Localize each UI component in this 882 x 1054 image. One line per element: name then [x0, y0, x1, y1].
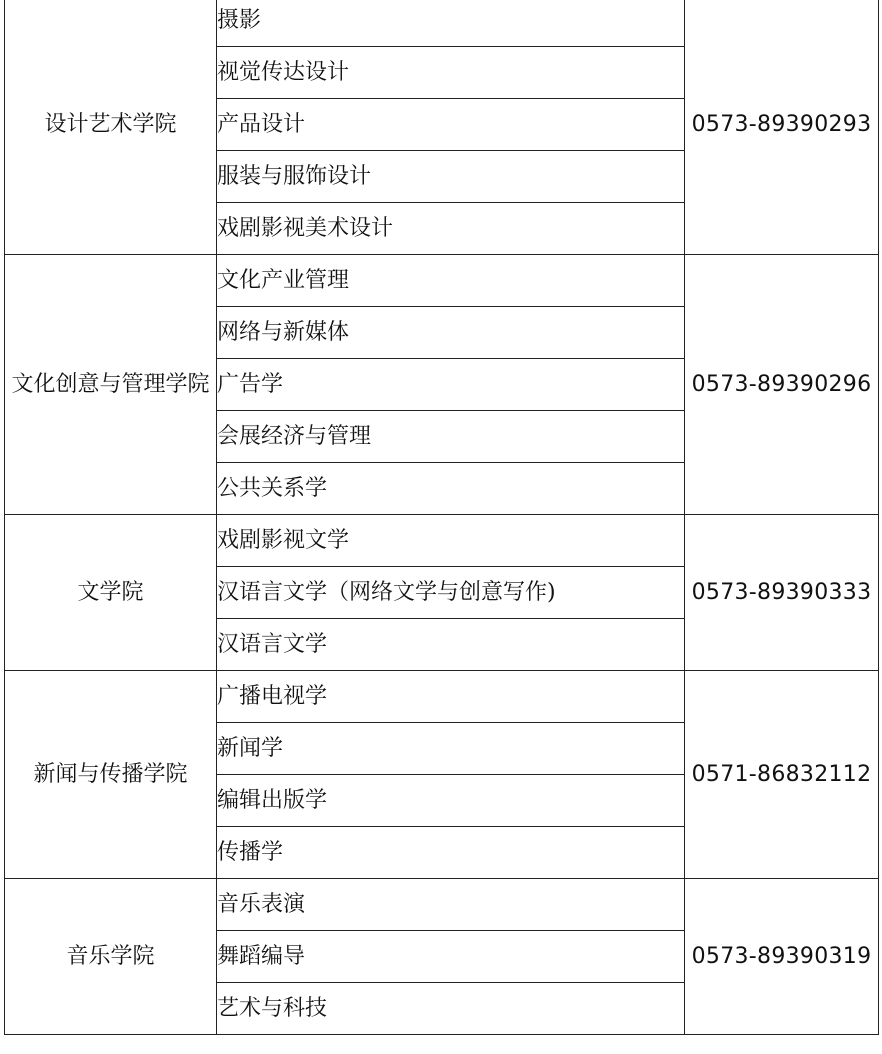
- college-majors-table: [4, 0, 879, 1035]
- major-name: 产品设计: [217, 99, 685, 151]
- major-name: 文化产业管理: [217, 255, 685, 307]
- major-name: 服装与服饰设计: [217, 151, 685, 203]
- college-name: 音乐学院: [5, 879, 217, 1035]
- college-name: 新闻与传播学院: [5, 671, 217, 879]
- major-name: 汉语言文学（网络文学与创意写作): [217, 567, 685, 619]
- contact-phone: 0573-89390333: [685, 515, 879, 671]
- major-name: 戏剧影视美术设计: [217, 203, 685, 255]
- college-name: 文化创意与管理学院: [5, 255, 217, 515]
- table-row: [5, 879, 879, 931]
- major-name: 广告学: [217, 359, 685, 411]
- table-row: [5, 671, 879, 723]
- major-name: 新闻学: [217, 723, 685, 775]
- college-name: 设计艺术学院: [5, 0, 217, 255]
- major-name: 公共关系学: [217, 463, 685, 515]
- contact-phone: 0571-86832112: [685, 671, 879, 879]
- major-name: 摄影: [217, 0, 685, 47]
- major-name: 汉语言文学: [217, 619, 685, 671]
- major-name: 戏剧影视文学: [217, 515, 685, 567]
- table-row: [5, 0, 879, 47]
- major-name: 网络与新媒体: [217, 307, 685, 359]
- contact-phone: 0573-89390296: [685, 255, 879, 515]
- major-name: 编辑出版学: [217, 775, 685, 827]
- major-name: 舞蹈编导: [217, 931, 685, 983]
- major-name: 视觉传达设计: [217, 47, 685, 99]
- major-name: 传播学: [217, 827, 685, 879]
- major-name: 广播电视学: [217, 671, 685, 723]
- contact-phone: 0573-89390319: [685, 879, 879, 1035]
- major-name: 音乐表演: [217, 879, 685, 931]
- major-name: 艺术与科技: [217, 983, 685, 1035]
- contact-phone: 0573-89390293: [685, 0, 879, 255]
- college-name: 文学院: [5, 515, 217, 671]
- table-row: [5, 515, 879, 567]
- table-row: [5, 255, 879, 307]
- major-name: 会展经济与管理: [217, 411, 685, 463]
